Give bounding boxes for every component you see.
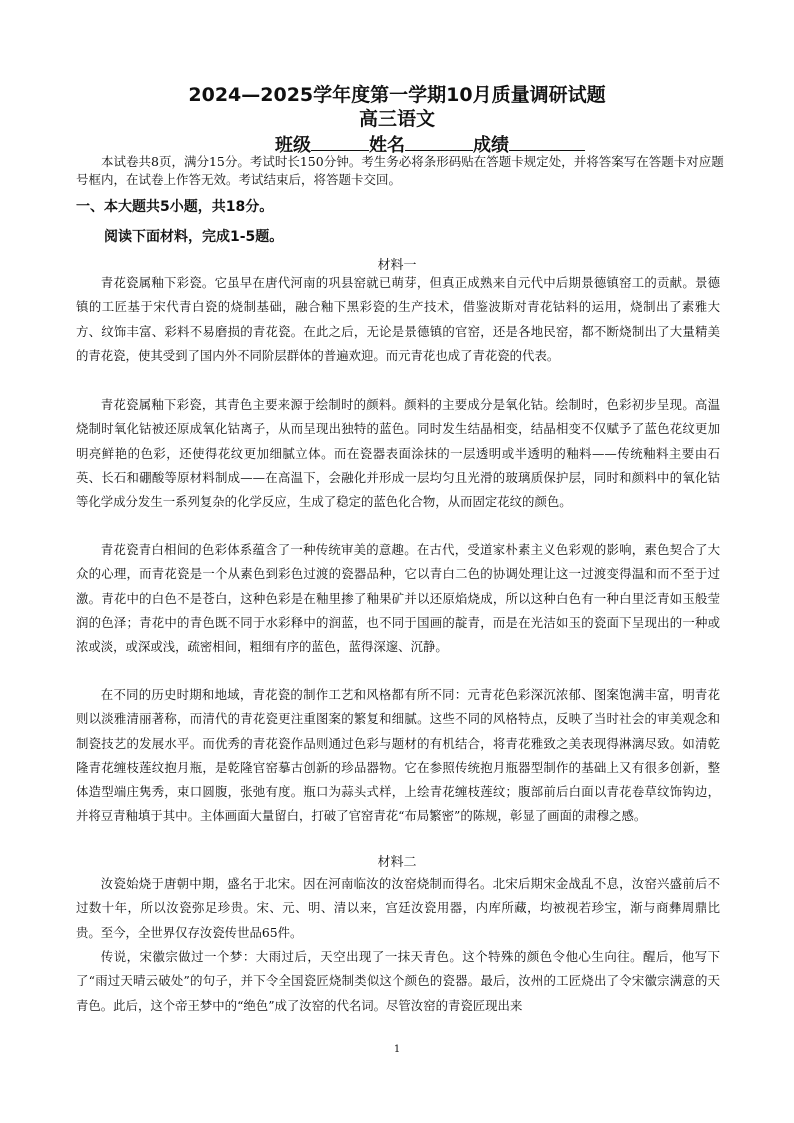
material-2-heading: 材料二	[377, 855, 417, 870]
section-instruction: 阅读下面材料，完成1-5题。	[104, 229, 284, 245]
material-1-paragraph-1: 青花瓷属釉下彩瓷。它虽早在唐代河南的巩县窑就已萌芽，但真正成熟来自元代中后期景德镇窑工的贡献。景德镇的工匠基于宋代青白瓷的烧制基础，融合釉下黑彩瓷的生产技术，借鉴波斯对青花钴料的运用，烧制出了素雅大方、纹饰丰富、彩料不易磨损的青花瓷。在此之后，无论是景德镇的官窑，还是各地民窑，都不断烧制出了大量精美的青花瓷，使其受到了国内外不同阶层群体的普遍欢迎。而元青花也成了青花瓷的代表。	[76, 275, 720, 363]
material-1-heading: 材料一	[377, 258, 417, 273]
subject-title: 高三语文	[358, 108, 435, 130]
section-heading: 一、本大题共5小题，共18分。	[76, 199, 274, 215]
score-label: 成绩	[473, 135, 509, 156]
material-1-paragraph-2: 青花瓷属釉下彩瓷，其青色主要来源于绘制时的颜料。颜料的主要成分是氧化钴。绘制时，色彩初步呈现。高温烧制时氧化钴被还原成氧化钴离子，从而呈现出独特的蓝色。同时发生结晶相变，结晶相变不仅赋予了蓝色花纹更加明亮鲜艳的色彩，还使得花纹更加细腻立体。而在瓷器表面涂抹的一层透明或半透明的釉料——传统釉料主要由石英、长石和硼酸等原材料制成——在高温下，会融化并形成一层均匀且光滑的玻璃质保护层，同时和颜料中的氧化钴等化学成分发生一系列复杂的化学反应，生成了稳定的蓝色化合物，从而固定花纹的颜色。	[76, 397, 720, 510]
material-1-paragraph-4: 在不同的历史时期和地域，青花瓷的制作工艺和风格都有所不同：元青花色彩深沉浓郁、图案饱满丰富，明青花则以淡雅清丽著称，而清代的青花瓷更注重图案的繁复和细腻。这些不同的风格特点，反映了当时社会的审美观念和制瓷技艺的发展水平。而优秀的青花瓷作品则通过色彩与题材的有机结合，将青花雅致之美表现得淋漓尽致。如清乾隆青花缠枝莲纹抱月瓶，是乾隆官窑摹古创新的珍品器物。它在参照传统抱月瓶器型制作的基础上又有很多创新，整体造型端庄隽秀，束口圆腹，张弛有度。瓶口为蒜头式样，上绘青花缠枝莲纹；腹部前后白面以青花卷草纹饰钩边，并将豆青釉填于其中。主体画面大量留白，打破了官窑青花“布局繁密”的陈规，彰显了画面的肃穆之感。	[76, 687, 720, 824]
material-2-paragraph-2: 传说，宋徽宗做过一个梦：大雨过后，天空出现了一抹天青色。这个特殊的颜色令他心生向往。醒后，他写下了“雨过天晴云破处”的句子，并下令全国瓷匠烧制类似这个颜色的瓷器。最后，汝州的工匠烧出了令宋徽宗满意的天青色。此后，这个帝王梦中的“绝色”成了汝窑的代名词。尽管汝窑的青瓷匠现出来	[76, 949, 720, 1013]
class-label: 班级	[275, 135, 311, 156]
material-1-paragraph-3: 青花瓷青白相间的色彩体系蕴含了一种传统审美的意趣。在古代，受道家朴素主义色彩观的影响，素色契合了大众的心理，而青花瓷是一个从素色到彩色过渡的瓷器品种，它以青白二色的协调处理让这一过渡变得温和而不至于过激。青花中的白色不是苍白，这种色彩是在釉里掺了釉果矿并以还原焰烧成，所以这种白色有一种白里泛青如玉般莹润的色泽；青花中的青色既不同于水彩释中的润蓝，也不同于国画的靛青，而是在光洁如玉的瓷面下呈现出的一种或浓或淡，或深或浅，疏密相间，粗细有序的蓝色，蓝得深邃、沉静。	[76, 542, 720, 655]
score-blank[interactable]	[509, 134, 585, 151]
name-blank[interactable]	[405, 134, 473, 151]
exam-notice: 本试卷共8页，满分15分。考试时长150分钟。考生务必将条形码贴在答题卡规定处，并将答案写在答题卡对应题号框内，在试卷上作答无效。考试结束后，将答题卡交回。	[76, 154, 724, 187]
material-2-paragraph-1: 汝瓷始烧于唐朝中期，盛名于北宋。因在河南临汝的汝窑烧制而得名。北宋后期宋金战乱不息，汝窑兴盛前后不过数十年，所以汝瓷弥足珍贵。宋、元、明、清以来，宫廷汝瓷用器，内库所藏，均被视若珍宝，渐与商彝周鼎比贵。至今，全世界仅存汝瓷传世品65件。	[76, 876, 720, 940]
class-blank[interactable]	[311, 134, 369, 151]
name-label: 姓名	[369, 135, 405, 156]
page-number: 1	[393, 1044, 401, 1055]
exam-title: 2024—2025学年度第一学期10月质量调研试题	[188, 84, 606, 106]
